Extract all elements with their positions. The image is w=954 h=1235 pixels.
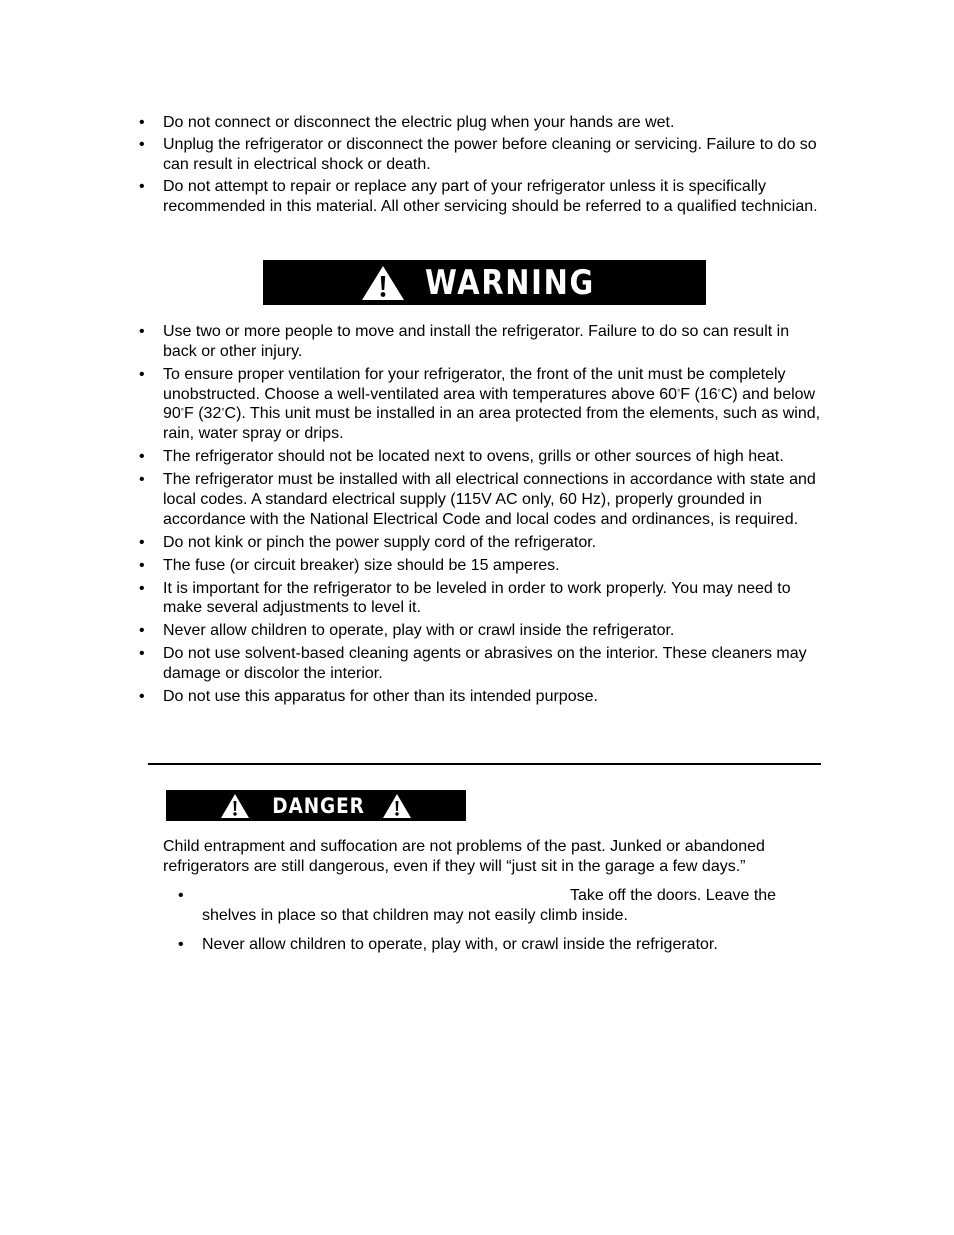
bullet: • — [139, 645, 145, 663]
warning-triangle-icon — [360, 264, 406, 302]
safety-list-electrical — [139, 113, 823, 219]
list-item: • Do not kink or pinch the power supply cord of the refrigerator. — [139, 533, 597, 551]
bullet: • — [139, 688, 145, 706]
list-item: • The refrigerator should not be located next to ovens, grills or other sources of high heat. — [139, 448, 784, 466]
section-divider — [148, 763, 821, 765]
list-item: • Do not attempt to repair or replace any part of your refrigerator unless it is specifically recommended in this material. All other servicing should be referred to a qualified technician. — [139, 177, 818, 215]
list-item: • Take off the doors. Leave the shelves in place so that children may not easily climb inside. — [178, 887, 777, 924]
bullet: • — [139, 579, 145, 597]
list-item: • Unplug the refrigerator or disconnect the power before cleaning or servicing. Failure to do so can result in electrical shock or death. — [139, 135, 817, 173]
bullet: • — [178, 887, 184, 904]
bullet: • — [178, 935, 184, 953]
bullet: • — [139, 471, 145, 489]
bullet: • — [139, 135, 145, 153]
bullet: • — [139, 365, 145, 383]
warning-label: WARNING — [424, 262, 595, 303]
list-item: • Never allow children to operate, play with, or crawl inside the refrigerator. — [178, 935, 718, 953]
danger-intro-paragraph: Child entrapment and suffocation are not problems of the past. Junked or abandoned refrigerators are still dangerous, even if they will “just sit in the garage a few days.” — [163, 838, 765, 875]
list-item: • Use two or more people to move and install the refrigerator. Failure to do so can result in back or other injury. — [139, 323, 790, 360]
danger-banner — [166, 790, 466, 821]
warning-triangle-icon — [220, 793, 250, 819]
list-item: • Do not use this apparatus for other than its intended purpose. — [139, 688, 598, 706]
list-item: • The fuse (or circuit breaker) size should be 15 amperes. — [139, 556, 560, 574]
list-item: • Do not use solvent-based cleaning agents or abrasives on the interior. These cleaners may damage or discolor the interior. — [139, 645, 807, 683]
bullet: • — [139, 323, 145, 340]
warning-triangle-icon — [382, 793, 412, 819]
list-item-ventilation: • To ensure proper ventilation for your refrigerator, the front of the unit must be completely unobstructed. Choose a well-ventilated area with temperatures above 60°F (16°C) and below 90°F (32°C). This unit must be installed in an area protected from the elements, such as wind, rain, water spray or drips. — [139, 365, 821, 443]
list-item: • Do not connect or disconnect the electric plug when your hands are wet. — [139, 114, 675, 131]
list-item: • The refrigerator must be installed with all electrical connections in accordance with state and local codes. A standard electrical supply (115V AC only, 60 Hz), properly grounded in accordance with the National Electrical Code and local codes and ordinances, is required. — [139, 471, 816, 528]
danger-label: DANGER — [272, 793, 366, 818]
bullet: • — [139, 556, 145, 574]
bullet: • — [139, 114, 145, 131]
bullet: • — [139, 448, 145, 466]
bullet: • — [139, 177, 145, 195]
safety-list-installation — [139, 322, 823, 710]
bullet: • — [139, 622, 145, 640]
bullet: • — [139, 533, 145, 551]
warning-banner — [263, 260, 706, 305]
danger-list — [178, 886, 822, 963]
list-item: • It is important for the refrigerator to be leveled in order to work properly. You may need to make several adjustments to level it. — [139, 579, 791, 617]
list-item: • Never allow children to operate, play with or crawl inside the refrigerator. — [139, 622, 675, 640]
